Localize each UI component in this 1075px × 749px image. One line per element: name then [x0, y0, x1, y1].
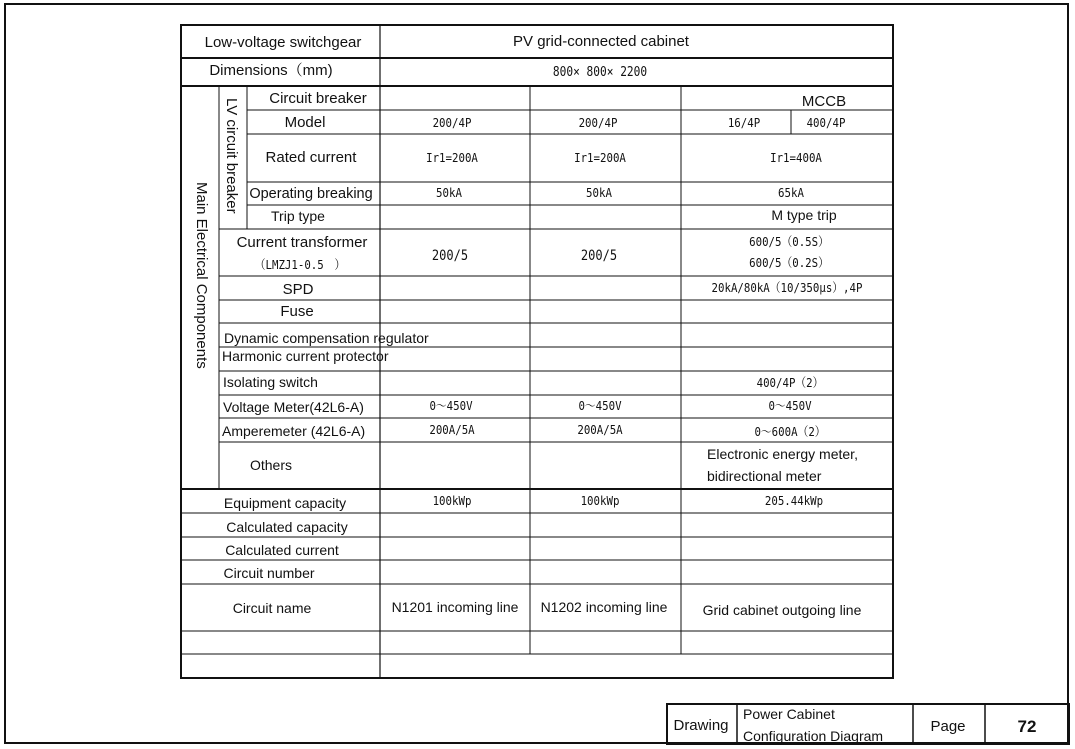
others-col3-line2: bidirectional meter [707, 468, 822, 484]
lv-circuit-breaker-label: LV circuit breaker [223, 98, 240, 214]
amperemeter-label: Amperemeter (42L6-A) [222, 423, 366, 439]
model-col2: 200/4P [578, 115, 618, 130]
spd-label: SPD [282, 281, 314, 298]
cabinet-name: PV grid-connected cabinet [513, 33, 689, 50]
dimensions-value: 800× 800× 2200 [552, 65, 648, 80]
model-col3a: 16/4P [727, 115, 761, 130]
circuit-name-col2: N1202 incoming line [540, 599, 668, 615]
equipment-capacity-col2: 100kWp [580, 493, 620, 508]
operating-breaking-col1: 50kA [436, 185, 462, 200]
circuit-name-label: Circuit name [232, 600, 312, 616]
circuit-breaker-label: Circuit breaker [269, 90, 367, 107]
current-transformer-col3-line2: 600/5（0.2S） [749, 255, 829, 270]
dimensions-label: Dimensions（mm) [209, 62, 333, 79]
isolating-switch-col3: 400/4P（2） [756, 375, 824, 390]
model-label: Model [284, 114, 326, 131]
page-number: 72 [1017, 717, 1037, 736]
current-transformer-label: Current transformer [236, 234, 368, 251]
current-transformer-col1: 200/5 [431, 248, 469, 264]
circuit-name-col1: N1201 incoming line [391, 599, 519, 615]
current-transformer-sublabel: （LMZJ1-0.5 ） [254, 257, 346, 272]
amperemeter-col3: 0～600A（2） [754, 424, 826, 439]
circuit-name-col3: Grid cabinet outgoing line [702, 602, 862, 618]
equipment-capacity-label: Equipment capacity [223, 495, 347, 511]
model-col3b: 400/4P [806, 115, 846, 130]
voltage-meter-col2: 0～450V [578, 398, 622, 413]
voltage-meter-col3: 0～450V [768, 398, 812, 413]
main-electrical-components-label: Main Electrical Components [193, 182, 210, 369]
rated-current-col2: Ir1=200A [574, 150, 626, 165]
spd-col3: 20kA/80kA（10/350μs）,4P [711, 280, 863, 295]
circuit-number-label: Circuit number [223, 565, 315, 581]
rated-current-label: Rated current [265, 149, 357, 166]
trip-type-label: Trip type [271, 208, 325, 224]
harmonic-protector-label: Harmonic current protector [222, 348, 389, 364]
voltage-meter-label: Voltage Meter(42L6-A) [223, 399, 364, 415]
others-col3-line1: Electronic energy meter, [707, 446, 858, 462]
rated-current-col3: Ir1=400A [770, 150, 822, 165]
switchgear-label: Low-voltage switchgear [204, 34, 362, 51]
amperemeter-col2: 200A/5A [577, 422, 623, 437]
others-label: Others [249, 457, 293, 473]
page-label: Page [930, 718, 966, 735]
calculated-capacity-label: Calculated capacity [226, 519, 348, 535]
operating-breaking-col2: 50kA [586, 185, 612, 200]
voltage-meter-col1: 0～450V [429, 398, 473, 413]
title-line2: Configuration Diagram [743, 728, 884, 744]
dynamic-compensation-label: Dynamic compensation regulator [224, 330, 429, 346]
operating-breaking-col3: 65kA [778, 185, 804, 200]
amperemeter-col1: 200A/5A [429, 422, 475, 437]
circuit-breaker-col3: MCCB [801, 93, 847, 110]
model-col1: 200/4P [432, 115, 472, 130]
isolating-switch-label: Isolating switch [223, 374, 318, 390]
equipment-capacity-col3: 205.44kWp [764, 493, 824, 508]
current-transformer-col2: 200/5 [580, 248, 618, 264]
calculated-current-label: Calculated current [225, 542, 339, 558]
operating-breaking-label: Operating breaking [249, 186, 373, 202]
title-line1: Power Cabinet [743, 706, 835, 722]
current-transformer-col3-line1: 600/5（0.5S） [749, 234, 829, 249]
trip-type-col3: M type trip [771, 207, 837, 223]
rated-current-col1: Ir1=200A [426, 150, 478, 165]
drawing-label: Drawing [673, 717, 729, 734]
fuse-label: Fuse [280, 303, 314, 320]
equipment-capacity-col1: 100kWp [432, 493, 472, 508]
